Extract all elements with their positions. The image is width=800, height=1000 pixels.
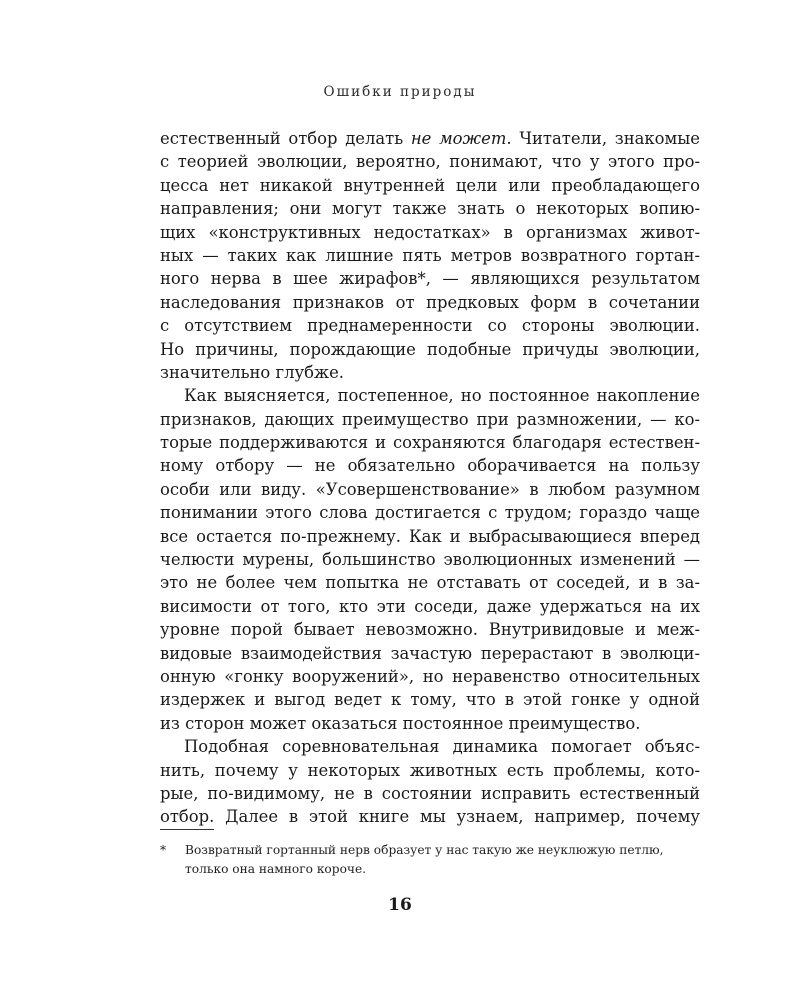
text-line: из сторон может оказаться постоянное преимущество. xyxy=(160,713,641,733)
text-line: ного нерва в шее жирафов*, — являющихся результатом xyxy=(160,269,700,289)
text-line: все остается по-прежнему. Как и выбрасывающиеся вперед xyxy=(160,526,700,546)
paragraph-3 xyxy=(160,735,700,829)
text-line: отбор. Далее в этой книге мы узнаем, например, почему xyxy=(160,807,700,827)
text-line: торые поддерживаются и сохраняются благодаря естествен- xyxy=(160,433,700,453)
footnote-line: только она намного короче. xyxy=(185,861,367,876)
text-line: онную «гонку вооружений», но неравенство относительных xyxy=(160,666,700,686)
footnote xyxy=(160,841,705,878)
text-line: щих «конструктивных недостатках» в организмах живот- xyxy=(160,222,700,242)
text-line: естественный отбор делать не может. Читатели, знакомые xyxy=(160,129,701,148)
text-line: видовые взаимодействия зачастую перерастают в эволюци- xyxy=(160,643,700,663)
text-line: наследования признаков от предковых форм в сочетании xyxy=(160,292,700,312)
text-line: направления; они могут также знать о некоторых вопию- xyxy=(160,199,700,219)
page-number: 16 xyxy=(388,895,412,915)
footnote-line: Возвратный гортанный нерв образует у нас такую же неуклюжую петлю, xyxy=(185,843,664,857)
text-line: Подобная соревновательная динамика помогает объяс- xyxy=(184,737,700,757)
text-line: признаков, дающих преимущество при размножении, — ко- xyxy=(160,409,700,429)
text-line: с теорией эволюции, вероятно, понимают, что у этого про- xyxy=(160,152,700,172)
text-line: Но причины, порождающие подобные причуды эволюции, xyxy=(160,339,700,359)
text-line: челюсти мурены, большинство эволюционных изменений — xyxy=(160,550,700,570)
text-line: издержек и выгод ведет к тому, что в этой гонке у одной xyxy=(160,690,700,710)
footnote-marker: * xyxy=(160,843,167,857)
text-line: особи или виду. «Усовершенствование» в любом разумном xyxy=(160,479,700,499)
text-line: значительно глубже. xyxy=(160,362,345,382)
paragraph-2 xyxy=(160,384,700,735)
paragraph-1 xyxy=(160,127,700,384)
text-line: рые, по-видимому, не в состоянии исправить естественный xyxy=(160,783,700,803)
emphasis: не может xyxy=(410,129,507,148)
text-line: ных — таких как лишние пять метров возвратного гортан- xyxy=(160,245,700,265)
text-line: это не более чем попытка не отставать от соседей, и в за- xyxy=(160,573,700,593)
running-head: Ошибки природы xyxy=(323,84,477,100)
text-line: понимании этого слова достигается с трудом; гораздо чаще xyxy=(160,503,700,523)
text-line: уровне порой бывает невозможно. Внутривидовые и меж- xyxy=(160,620,700,640)
footnote-rule xyxy=(160,829,214,830)
text-line: висимости от того, кто эти соседи, даже удержаться на их xyxy=(160,596,700,616)
text-line: нить, почему у некоторых животных есть проблемы, кото- xyxy=(160,760,700,780)
text-line: Как выясняется, постепенное, но постоянное накопление xyxy=(184,386,700,406)
text-line: ному отбору — не обязательно оборачивается на пользу xyxy=(160,456,700,476)
body-text xyxy=(160,127,700,829)
text-line: цесса нет никакой внутренней цели или преобладающего xyxy=(160,175,700,195)
text-line: с отсутствием преднамеренности со стороны эволюции. xyxy=(160,316,700,336)
